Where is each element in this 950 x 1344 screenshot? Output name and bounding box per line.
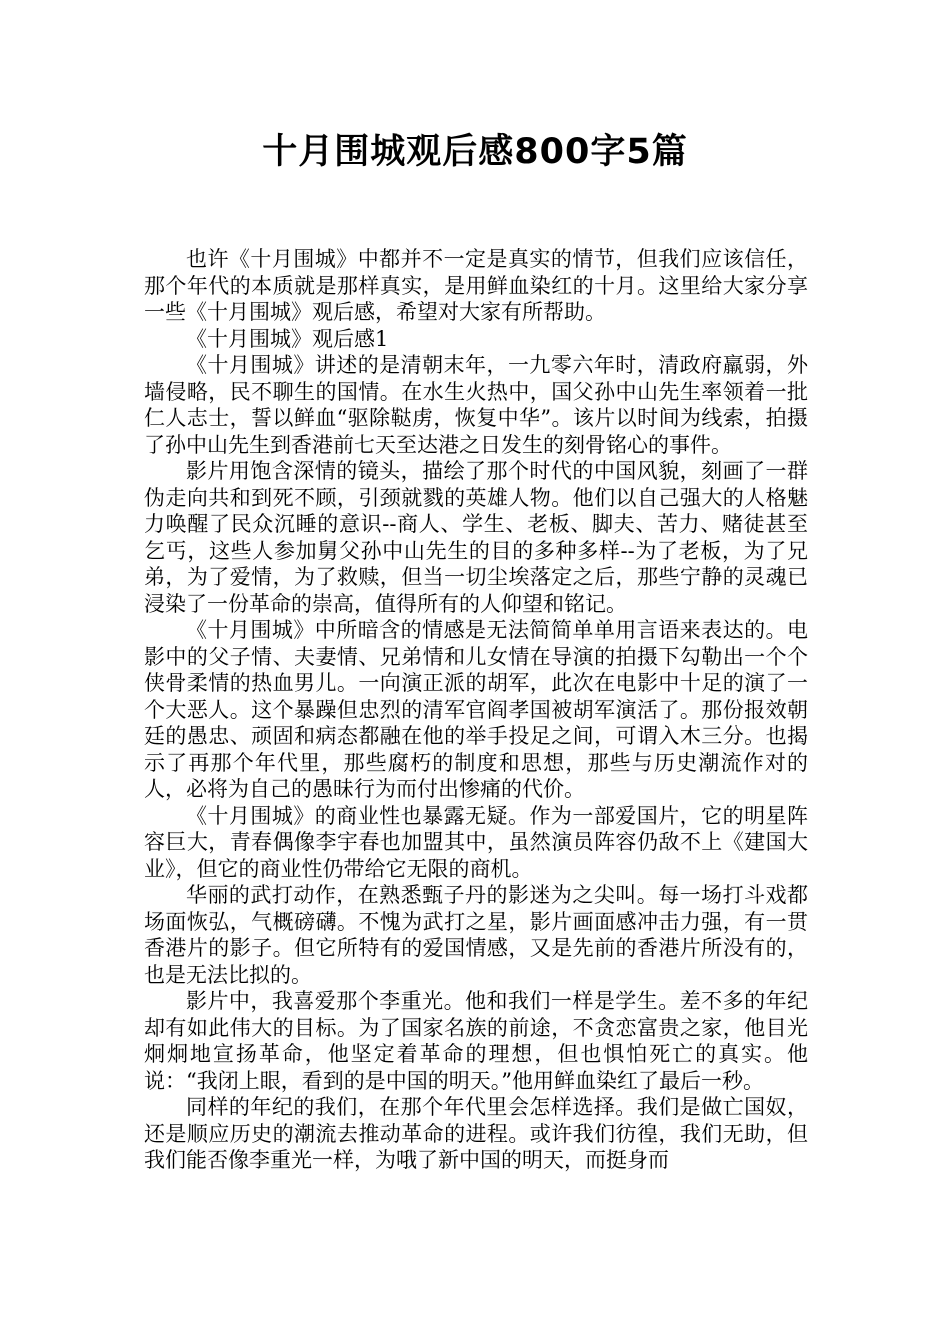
paragraph: 华丽的武打动作，在熟悉甄子丹的影迷为之尖叫。每一场打斗戏都场面恢弘，气概磅礴。不愧为武打之星，影片画面感冲击力强，有一贯香港片的影子。但它所特有的爱国情感，又是先前的香港片所没有的，也是无法比拟的。 — [144, 883, 808, 987]
paragraph: 《十月围城》中所暗含的情感是无法简简单单用言语来表达的。电影中的父子情、夫妻情、兄弟情和儿女情在导演的拍摄下勾勒出一个个侠骨柔情的热血男儿。一向演正派的胡军，此次在电影中十足的演了一个大恶人。这个暴躁但忠烈的清军官阎孝国被胡军演活了。那份报效朝廷的愚忠、顽固和病态都融在他的举手投足之间，可谓入木三分。也揭示了再那个年代里，那些腐朽的制度和思想，那些与历史潮流作对的人，必将为自己的愚昧行为而付出惨痛的代价。 — [144, 618, 808, 801]
paragraph-intro: 也许《十月围城》中都并不一定是真实的情节，但我们应该信任，那个年代的本质就是那样真实，是用鲜血染红的十月。这里给大家分享一些《十月围城》观后感，希望对大家有所帮助。 — [144, 247, 808, 324]
paragraph: 同样的年纪的我们，在那个年代里会怎样选择。我们是做亡国奴，还是顺应历史的潮流去推动革命的进程。或许我们彷徨，我们无助，但我们能否像李重光一样，为哦了新中国的明天，而挺身而 — [144, 1095, 808, 1172]
paragraph: 《十月围城》的商业性也暴露无疑。作为一部爱国片，它的明星阵容巨大，青春偶像李宇春也加盟其中，虽然演员阵容仍敌不上《建国大业》，但它的商业性仍带给它无限的商机。 — [144, 803, 808, 881]
paragraph: 《十月围城》讲述的是清朝末年，一九零六年时，清政府羸弱，外墙侵略，民不聊生的国情。在水生火热中，国父孙中山先生率领着一批仁人志士，誓以鲜血“驱除鞑虏，恢复中华”。该片以时间为线索，拍摄了孙中山先生到香港前七天至达港之日发生的刻骨铭心的事件。 — [144, 353, 808, 457]
document-title: 十月围城观后感800字5篇 — [262, 132, 688, 172]
section-heading: 《十月围城》观后感1 — [186, 326, 389, 351]
paragraph: 影片中，我喜爱那个李重光。他和我们一样是学生。差不多的年纪却有如此伟大的目标。为了国家名族的前途，不贪恋富贵之家，他目光炯炯地宣扬革命，他坚定着革命的理想，但也惧怕死亡的真实。他说：“我闭上眼，看到的是中国的明天。”他用鲜血染红了最后一秒。 — [144, 989, 808, 1093]
document-body — [144, 246, 808, 1174]
paragraph: 影片用饱含深情的镜头，描绘了那个时代的中国风貌，刻画了一群伪走向共和到死不顾，引颈就戮的英雄人物。他们以自己强大的人格魅力唤醒了民众沉睡的意识--商人、学生、老板、脚夫、苦力、赌徒甚至乞丐，这些人参加舅父孙中山先生的目的多种多样--为了老板，为了兄弟，为了爱情，为了救赎，但当一切尘埃落定之后，那些宁静的灵魂已浸染了一份革命的崇高，值得所有的人仰望和铭记。 — [144, 459, 808, 616]
